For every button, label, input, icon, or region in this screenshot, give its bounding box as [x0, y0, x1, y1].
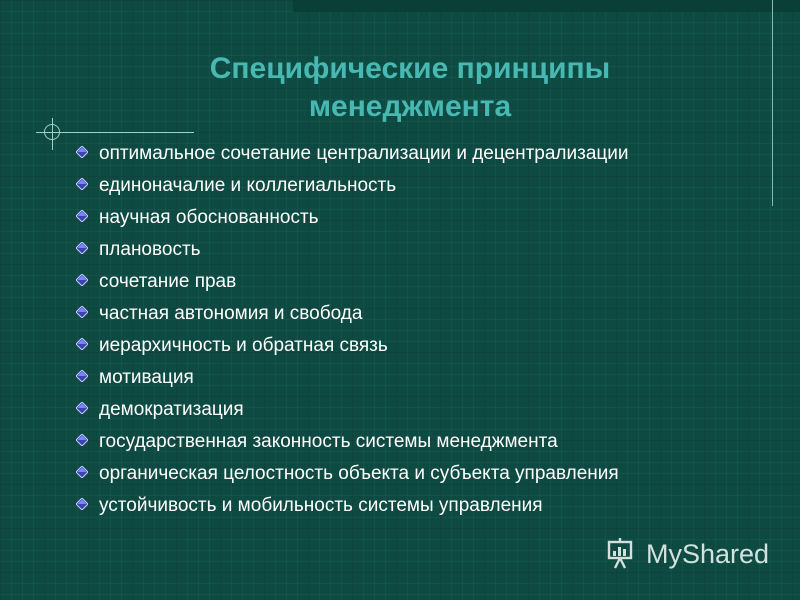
- list-item: [70, 138, 770, 170]
- slide-title-line2: менеджмента: [308, 90, 512, 123]
- diamond-bullet-icon: [76, 466, 88, 478]
- list-item: [70, 298, 770, 330]
- diamond-bullet-icon: [76, 210, 88, 222]
- slide-title-line1: Специфические принципы: [209, 52, 611, 85]
- crosshair-circle: [44, 124, 60, 140]
- diamond-bullet-icon: [76, 370, 88, 382]
- bullet-text: демократизация: [99, 399, 244, 420]
- diamond-bullet-icon: [76, 146, 88, 158]
- diamond-bullet-icon: [76, 178, 88, 190]
- list-item: [70, 394, 770, 426]
- bullet-text: устойчивость и мобильность системы управления: [99, 495, 543, 516]
- diamond-bullet-icon: [76, 434, 88, 446]
- top-band-decoration: [293, 0, 800, 12]
- list-item: [70, 490, 770, 522]
- diamond-bullet-icon: [76, 306, 88, 318]
- bullet-text: государственная законность системы менеджмента: [99, 431, 558, 452]
- bullet-text: частная автономия и свобода: [99, 303, 363, 324]
- list-item: [70, 202, 770, 234]
- bullet-text: сочетание прав: [99, 271, 237, 292]
- bullet-text: органическая целостность объекта и субъекта управления: [99, 463, 619, 484]
- vertical-accent-line: [772, 0, 773, 206]
- bullet-text: единоначалие и коллегиальность: [99, 175, 397, 196]
- bullet-text: иерархичность и обратная связь: [99, 335, 388, 356]
- bullet-list: [70, 138, 770, 522]
- list-item: [70, 330, 770, 362]
- presentation-board-icon: [604, 536, 640, 572]
- diamond-bullet-icon: [76, 242, 88, 254]
- diamond-bullet-icon: [76, 402, 88, 414]
- diamond-bullet-icon: [76, 274, 88, 286]
- bullet-text: плановость: [99, 239, 201, 260]
- slide-title: [130, 50, 690, 126]
- list-item: [70, 234, 770, 266]
- list-item: [70, 458, 770, 490]
- bullet-text: научная обоснованность: [99, 207, 319, 228]
- list-item: [70, 170, 770, 202]
- list-item: [70, 426, 770, 458]
- bullet-text: оптимальное сочетание централизации и децентрализации: [99, 143, 629, 164]
- diamond-bullet-icon: [76, 338, 88, 350]
- watermark: [604, 534, 769, 574]
- list-item: [70, 266, 770, 298]
- watermark-text: MyShared: [646, 539, 770, 569]
- list-item: [70, 362, 770, 394]
- bullet-text: мотивация: [99, 367, 194, 388]
- diamond-bullet-icon: [76, 498, 88, 510]
